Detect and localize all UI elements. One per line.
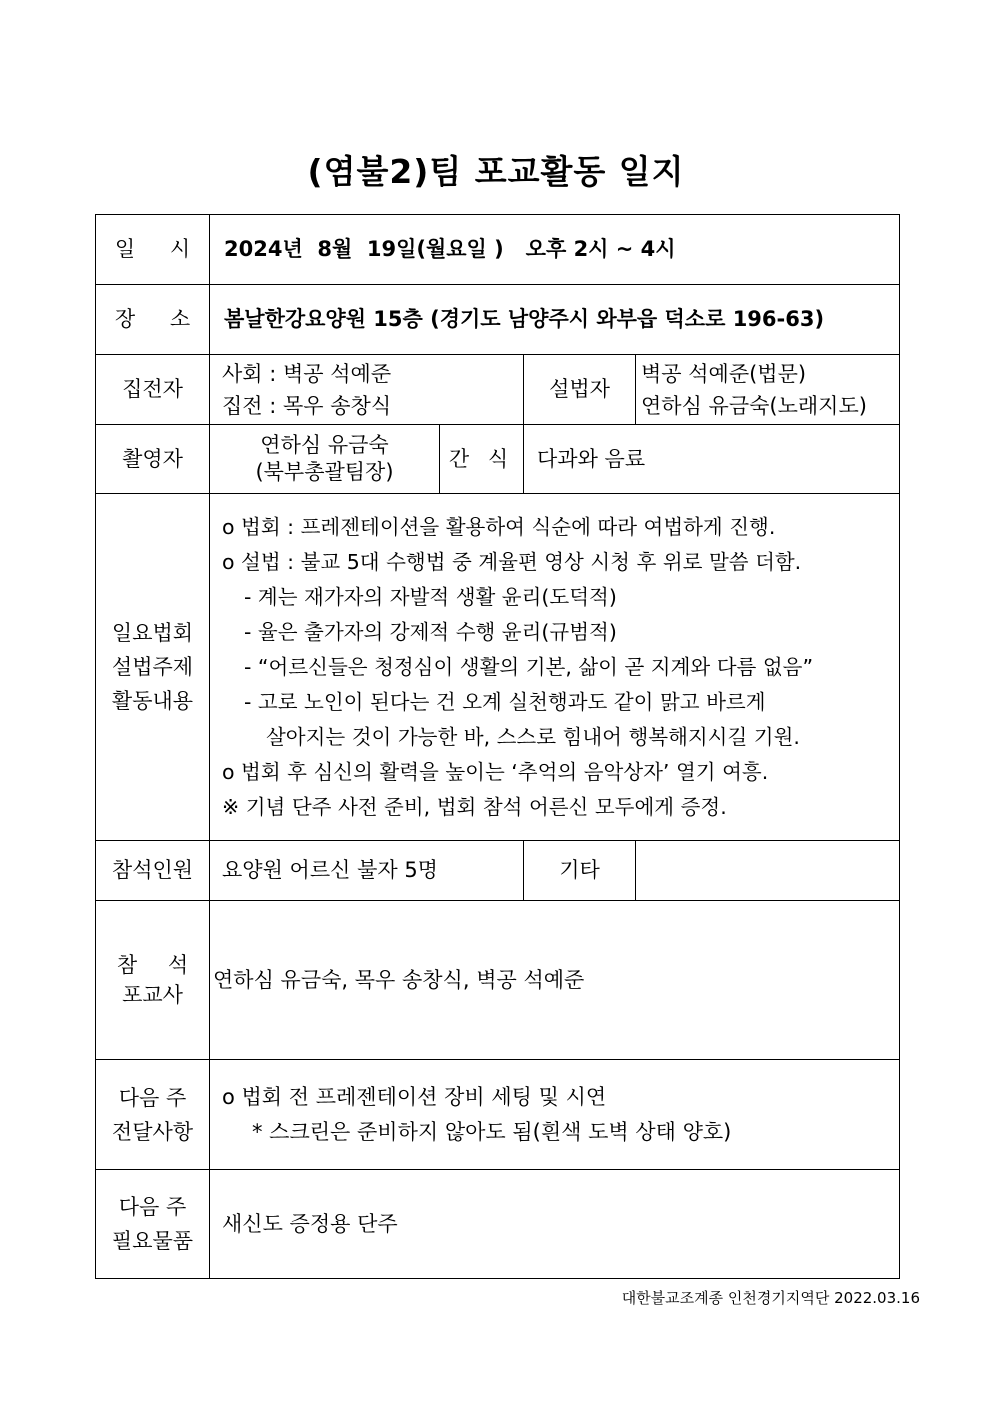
next-items-label — [96, 1170, 210, 1279]
host-row — [96, 355, 900, 425]
missionaries-label-line: 참 석 — [116, 953, 201, 977]
activity-line: o 법회 후 심신의 활력을 높이는 ‘추억의 음악상자’ 열기 여흥. — [222, 759, 769, 784]
photo-row — [96, 425, 900, 494]
host-value — [210, 355, 524, 425]
place-value: 봄날한강요양원 15층 (경기도 남양주시 와부읍 덕소로 196-63) — [210, 285, 900, 355]
speaker-value — [636, 355, 900, 425]
activity-label-line: 일요법회 — [111, 621, 194, 645]
next-notice-line: * 스크린은 준비하지 않아도 됨(흰색 도벽 상태 양호) — [252, 1119, 732, 1144]
next-items-value: 새신도 증정용 단주 — [210, 1170, 900, 1279]
attendees-value: 요양원 어르신 불자 5명 — [210, 841, 524, 901]
next-notice-content — [210, 1060, 900, 1170]
next-items-label-line: 다음 주 — [118, 1195, 187, 1219]
snack-label: 간 식 — [440, 425, 524, 494]
next-notice-row — [96, 1060, 900, 1170]
footer-org-date: 대한불교조계종 인천경기지역단 2022.03.16 — [621, 1289, 920, 1307]
activity-log-table — [95, 214, 900, 1279]
next-notice-line: o 법회 전 프레젠테이션 장비 세팅 및 시연 — [222, 1084, 607, 1109]
activity-label — [96, 494, 210, 841]
date-label: 일 시 — [96, 215, 210, 285]
next-notice-label-line: 다음 주 — [118, 1085, 187, 1110]
attendees-row — [96, 841, 900, 901]
activity-line: o 설법 : 불교 5대 수행법 중 계율편 영상 시청 후 위로 말씀 더함. — [222, 549, 802, 574]
page-title: (염불2)팀 포교활동 일지 — [307, 152, 685, 191]
activity-line: - 계는 재가자의 자발적 생활 윤리(도덕적) — [244, 584, 617, 609]
host-line-officiant: 집전 : 목우 송창식 — [222, 393, 392, 418]
missionaries-row — [96, 901, 900, 1060]
next-notice-label-line: 전달사항 — [111, 1119, 194, 1144]
activity-line: - 율은 출가자의 강제적 수행 윤리(규범적) — [244, 619, 617, 644]
photographer-name: 연하심 유금숙 — [260, 433, 389, 457]
activity-label-line: 활동내용 — [111, 689, 194, 713]
next-items-label-line: 필요물품 — [111, 1229, 194, 1253]
activity-content — [210, 494, 900, 841]
date-value: 2024년 8월 19일(월요일 ) 오후 2시 ~ 4시 — [210, 215, 900, 285]
etc-value — [636, 841, 900, 901]
missionaries-label-line: 포교사 — [122, 983, 183, 1007]
attendees-label: 참석인원 — [96, 841, 210, 901]
photographer-role: (북부총괄팀장) — [255, 460, 394, 484]
activity-line: 살아지는 것이 가능한 바, 스스로 힘내어 행복해지시길 기원. — [266, 724, 800, 749]
place-label: 장 소 — [96, 285, 210, 355]
photographer-value — [210, 425, 440, 494]
date-row — [96, 215, 900, 285]
missionaries-value: 연하심 유금숙, 목우 송창식, 벽공 석예준 — [210, 901, 900, 1060]
activity-row — [96, 494, 900, 841]
speaker-label: 설법자 — [524, 355, 636, 425]
activity-line: - 고로 노인이 된다는 건 오계 실천행과도 같이 맑고 바르게 — [244, 689, 766, 714]
speaker-line-dharma-talk: 벽공 석예준(법문) — [641, 361, 807, 386]
activity-line: ※ 기념 단주 사전 준비, 법회 참석 어른신 모두에게 증정. — [222, 794, 727, 819]
etc-label: 기타 — [524, 841, 636, 901]
missionaries-label — [96, 901, 210, 1060]
speaker-line-song-leader: 연하심 유금숙(노래지도) — [641, 393, 867, 418]
activity-line: o 법회 : 프레젠테이션을 활용하여 식순에 따라 여법하게 진행. — [222, 514, 776, 539]
place-row — [96, 285, 900, 355]
activity-label-line: 설법주제 — [111, 655, 194, 679]
host-label: 집전자 — [96, 355, 210, 425]
next-items-row — [96, 1170, 900, 1279]
host-line-mc: 사회 : 벽공 석예준 — [222, 361, 392, 386]
snack-value: 다과와 음료 — [524, 425, 900, 494]
next-notice-label — [96, 1060, 210, 1170]
activity-line: - “어르신들은 청정심이 생활의 기본, 삶이 곧 지계와 다름 없음” — [244, 654, 814, 679]
photographer-label: 촬영자 — [96, 425, 210, 494]
